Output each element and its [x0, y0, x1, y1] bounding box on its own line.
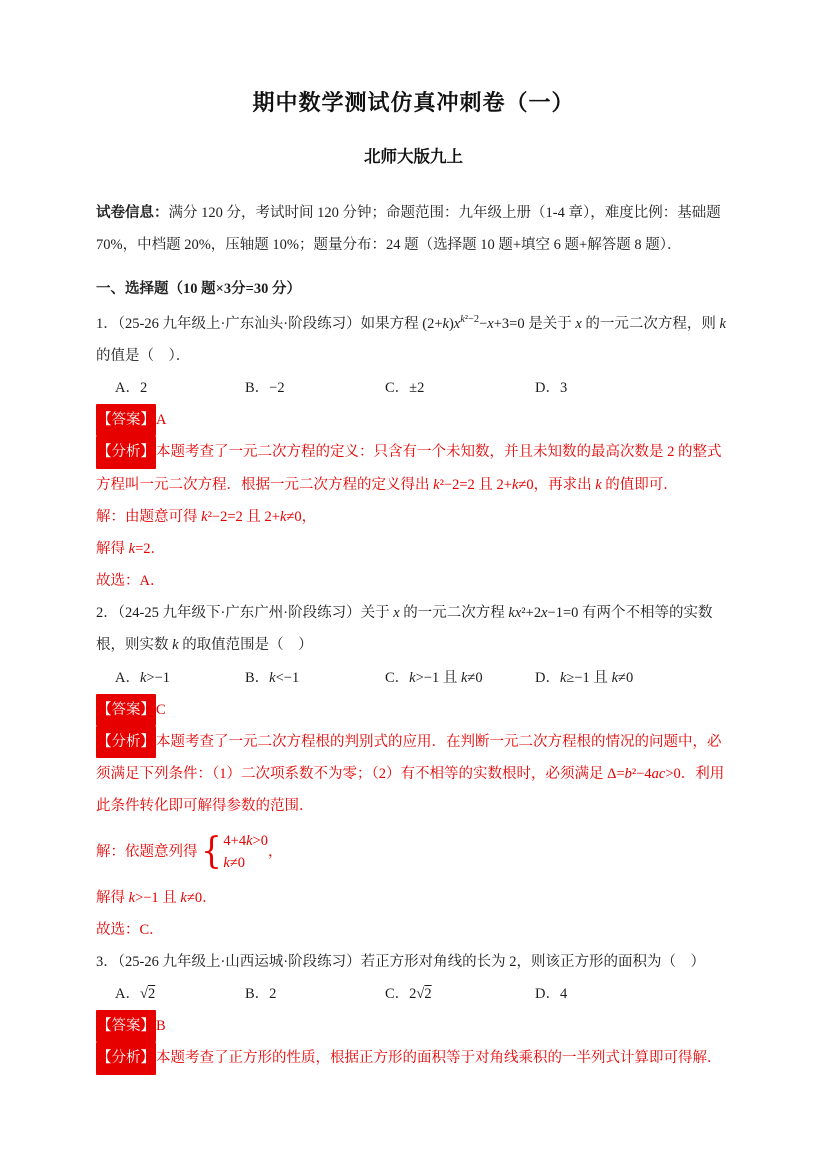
question-2-options — [96, 662, 731, 694]
option-b: B．k<−1 — [245, 669, 300, 686]
question-2-analysis — [96, 726, 731, 823]
section-heading-choice: 一、选择题（10 题×3分=30 分） — [96, 281, 302, 298]
exam-info-body: 满分 120 分，考试时间 120 分钟；命题范围：九年级上册（1-4 章），难度比例：基础题 70%，中档题 20%，压轴题 10%；题量分布：24 题（选择题 10 题+填空 6 题+解答题 8 题）． — [96, 205, 721, 254]
analysis-badge: 【分析】 — [96, 436, 156, 468]
analysis-text: 本题考查了正方形的性质，根据正方形的面积等于对角线乘积的一半列式计算即可得解． — [156, 1050, 722, 1067]
page-subtitle: 北师大版九上 — [364, 147, 463, 166]
question-2-solution-step: 解得 k>−1 且 k≠0． — [96, 889, 217, 906]
inequality-system — [200, 830, 268, 875]
system-row-2: k≠0 — [223, 855, 246, 872]
answer-value: B — [156, 1018, 166, 1035]
left-brace: { — [200, 831, 222, 873]
option-d: D．k≥−1 且 k≠0 — [535, 669, 634, 686]
exam-info-label: 试卷信息： — [96, 205, 169, 221]
question-2-solution-system — [96, 823, 731, 882]
question-1-solution-step: 解：由题意可得 k²−2=2 且 2+k≠0， — [96, 508, 317, 525]
question-2-answer-line — [96, 694, 731, 726]
option-d: D．3 — [535, 379, 568, 396]
option-a: A．2 — [115, 379, 148, 396]
question-1-options — [96, 372, 731, 404]
answer-value: C — [156, 701, 166, 718]
analysis-badge: 【分析】 — [96, 1042, 156, 1074]
option-b: B．−2 — [245, 379, 285, 396]
question-2-solution-conclusion: 故选：C． — [96, 921, 164, 938]
answer-badge: 【答案】 — [96, 694, 156, 726]
question-3-analysis — [96, 1042, 731, 1074]
question-3-options — [96, 978, 731, 1010]
option-d: D．4 — [535, 986, 568, 1003]
option-a: A．k>−1 — [115, 669, 171, 686]
option-c: C．k>−1 且 k≠0 — [385, 669, 483, 686]
question-2 — [96, 597, 731, 946]
option-c: C．±2 — [385, 379, 425, 396]
page-title: 期中数学测试仿真冲刺卷（一） — [252, 90, 575, 115]
system-suffix: ， — [267, 843, 283, 860]
system-row-1: 4+4k>0 — [223, 832, 268, 849]
system-prefix: 解：依题意列得 — [96, 843, 198, 860]
analysis-text: 本题考查了一元二次方程的定义：只含有一个未知数，并且未知数的最高次数是 2 的整式方程叫一元二次方程．根据一元二次方程的定义得出 k²−2=2 且 2+k≠0，再求出 k 的值即可． — [96, 444, 722, 493]
answer-badge: 【答案】 — [96, 404, 156, 436]
question-1-analysis — [96, 436, 731, 500]
option-a: A．√2 — [115, 986, 156, 1003]
question-1-answer-line — [96, 404, 731, 436]
question-1 — [96, 308, 731, 598]
answer-badge: 【答案】 — [96, 1010, 156, 1042]
question-2-stem: 2．（24-25 九年级下·广东广州·阶段练习）关于 x 的一元二次方程 kx²+2x−1=0 有两个不相等的实数根，则实数 k 的取值范围是（ ） — [96, 605, 713, 654]
question-3-stem: 3．（25-26 九年级上·山西运城·阶段练习）若正方形对角线的长为 2，则该正方形的面积为（ ） — [96, 953, 705, 970]
system-rows — [223, 830, 268, 875]
exam-info — [96, 197, 731, 261]
analysis-badge: 【分析】 — [96, 726, 156, 758]
answer-value: A — [156, 412, 167, 429]
question-1-stem: 1．（25-26 九年级上·广东汕头·阶段练习）如果方程 $(2+k)x^{k^2-2}-x+3=0$ 是关于 x 的一元二次方程，则 k 的值是（ ）． — [96, 313, 726, 364]
option-b: B．2 — [245, 986, 277, 1003]
question-1-solution-step: 解得 k=2． — [96, 540, 165, 557]
question-1-solution-conclusion: 故选：A． — [96, 573, 165, 590]
question-3-answer-line — [96, 1010, 731, 1042]
analysis-text: 本题考查了一元二次方程根的判别式的应用．在判断一元二次方程根的情况的问题中，必须满足下列条件：（1）二次项系数不为零；（2）有不相等的实数根时，必须满足 Δ=b²−4ac>0．利用此条件转化即可解得参数的范围． — [96, 734, 725, 815]
question-3 — [96, 946, 731, 1075]
option-c: C．2√2 — [385, 986, 432, 1003]
